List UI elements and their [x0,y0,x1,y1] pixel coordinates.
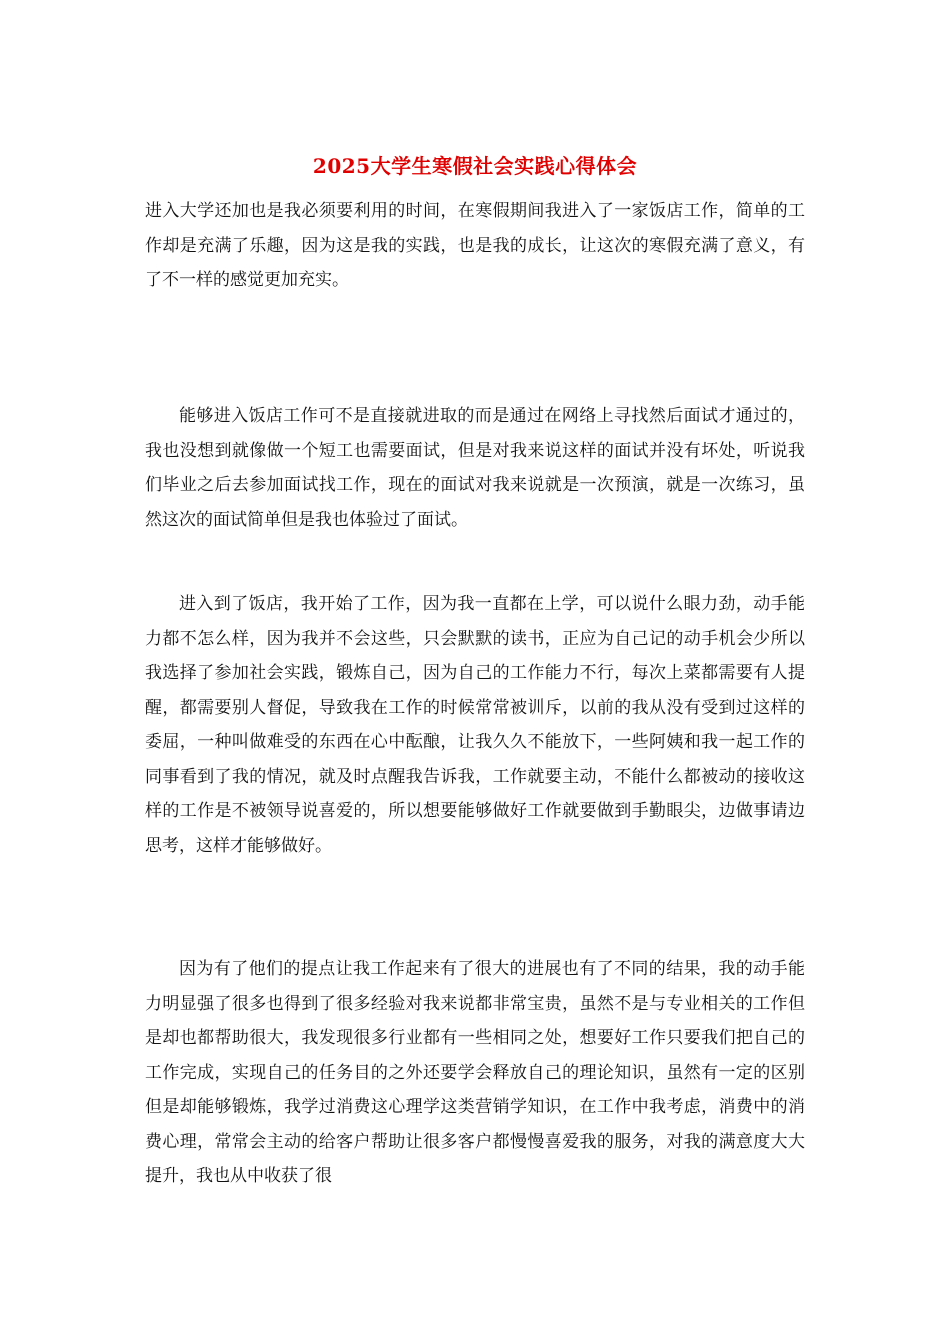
paragraph-4: 因为有了他们的提点让我工作起来有了很大的进展也有了不同的结果，我的动手能力明显强了很多也得到了很多经验对我来说都非常宝贵，虽然不是与专业相关的工作但是却也都帮助很大，我发现很多行业都有一些相同之处，想要好工作只要我们把自己的工作完成，实现自己的任务目的之外还要学会释放自己的理论知识，虽然有一定的区别但是却能够锻炼，我学过消费这心理学这类营销学知识，在工作中我考虑，消费中的消费心理，常常会主动的给客户帮助让很多客户都慢慢喜爱我的服务，对我的满意度大大提升，我也从中收获了很 [145,959,805,1186]
document-title: 2025大学生寒假社会实践心得体会 [312,154,638,178]
paragraph-1: 进入大学还加也是我必须要利用的时间，在寒假期间我进入了一家饭店工作，简单的工作却是充满了乐趣，因为这是我的实践，也是我的成长，让这次的寒假充满了意义，有了不一样的感觉更加充实。 [145,201,805,290]
paragraph-3: 进入到了饭店，我开始了工作，因为我一直都在上学，可以说什么眼力劲，动手能力都不怎么样，因为我并不会这些，只会默默的读书，正应为自己记的动手机会少所以我选择了参加社会实践，锻炼自己，因为自己的工作能力不行，每次上菜都需要有人提醒，都需要别人督促，导致我在工作的时候常常被训斥，以前的我从没有受到过这样的委屈，一种叫做难受的东西在心中酝酿，让我久久不能放下，一些阿姨和我一起工作的同事看到了我的情况，就及时点醒我告诉我，工作就要主动，不能什么都被动的接收这样的工作是不被领导说喜爱的，所以想要能够做好工作就要做到手勤眼尖，边做事请边思考，这样才能够做好。 [145,594,805,856]
paragraph-2: 能够进入饭店工作可不是直接就进取的而是通过在网络上寻找然后面试才通过的，我也没想到就像做一个短工也需要面试，但是对我来说这样的面试并没有坏处，听说我们毕业之后去参加面试找工作，现在的面试对我来说就是一次预演，就是一次练习，虽然这次的面试简单但是我也体验过了面试。 [145,406,805,530]
